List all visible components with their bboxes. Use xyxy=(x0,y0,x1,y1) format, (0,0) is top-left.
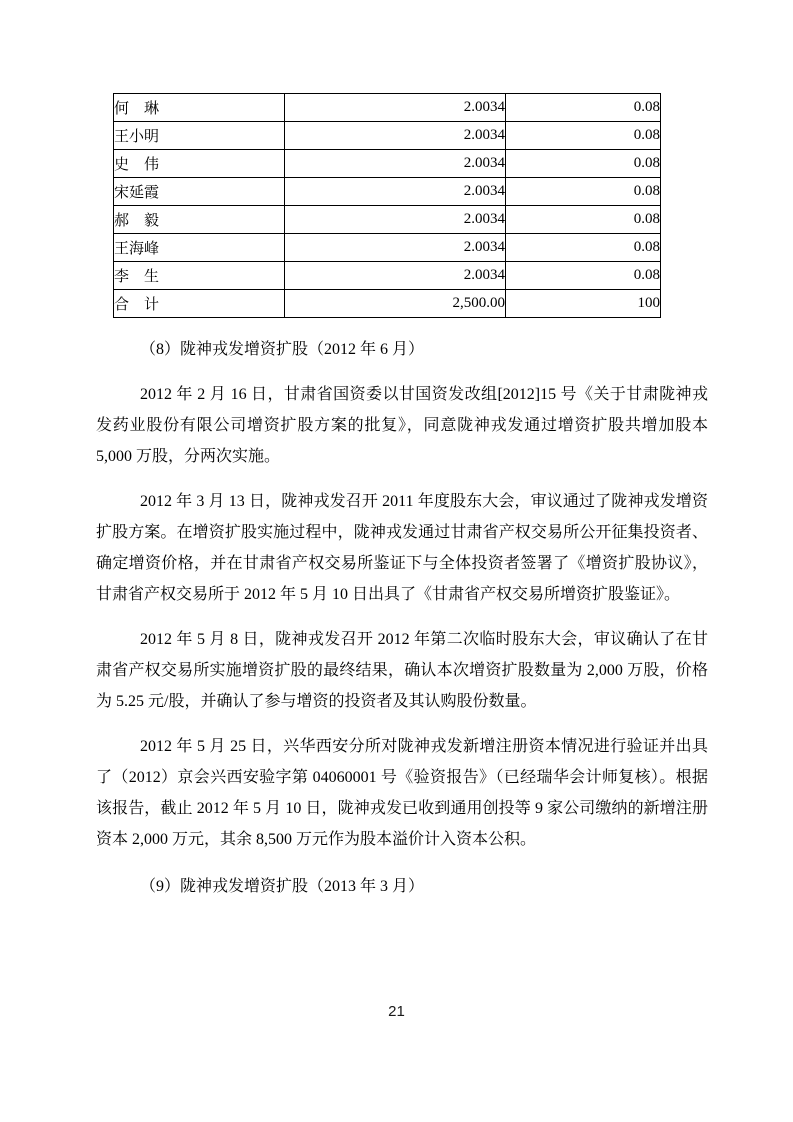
paragraph-interim-meeting: 2012 年 5 月 8 日，陇神戎发召开 2012 年第二次临时股东大会，审议确认了在甘肃省产权交易所实施增资扩股的最终结果，确认本次增资扩股数量为 2,000 万股，价格为 5.25 元/股，并确认了参与增资的投资者及其认购股份数量。 xyxy=(96,631,708,710)
cell-percent: 0.08 xyxy=(506,234,661,262)
cell-amount: 2.0034 xyxy=(285,206,506,234)
cell-shareholder-name: 李 生 xyxy=(114,262,285,290)
page-number: 21 xyxy=(388,1003,405,1020)
paragraph-approval: 2012 年 2 月 16 日，甘肃省国资委以甘国资发改组[2012]15 号《关于甘肃陇神戎发药业股份有限公司增资扩股方案的批复》，同意陇神戎发通过增资扩股共增加股本 5,000 万股，分两次实施。 xyxy=(96,386,708,465)
cell-shareholder-name: 宋延霞 xyxy=(114,178,285,206)
table-row xyxy=(114,234,661,262)
cell-amount: 2.0034 xyxy=(285,122,506,150)
cell-total-amount: 2,500.00 xyxy=(285,290,506,318)
table-row xyxy=(114,206,661,234)
table-row-total xyxy=(114,290,661,318)
cell-percent: 0.08 xyxy=(506,150,661,178)
cell-amount: 2.0034 xyxy=(285,262,506,290)
paragraph-shareholder-meeting: 2012 年 3 月 13 日，陇神戎发召开 2011 年度股东大会，审议通过了陇神戎发增资扩股方案。在增资扩股实施过程中，陇神戎发通过甘肃省产权交易所公开征集投资者、确定增资价格，并在甘肃省产权交易所鉴证下与全体投资者签署了《增资扩股协议》，甘肃省产权交易所于 2012 年 5 月 10 日出具了《甘肃省产权交易所增资扩股鉴证》。 xyxy=(96,493,708,603)
cell-percent: 0.08 xyxy=(506,94,661,122)
cell-shareholder-name: 史 伟 xyxy=(114,150,285,178)
shareholder-table xyxy=(113,93,661,318)
cell-shareholder-name: 何 琳 xyxy=(114,94,285,122)
table-row xyxy=(114,262,661,290)
section-heading-8: （8）陇神戎发增资扩股（2012 年 6 月） xyxy=(140,341,425,358)
cell-total-percent: 100 xyxy=(506,290,661,318)
section-heading-9: （9）陇神戎发增资扩股（2013 年 3 月） xyxy=(140,878,425,895)
table-row xyxy=(114,94,661,122)
table-row xyxy=(114,178,661,206)
cell-percent: 0.08 xyxy=(506,178,661,206)
cell-amount: 2.0034 xyxy=(285,178,506,206)
cell-total-label: 合 计 xyxy=(114,290,285,318)
cell-amount: 2.0034 xyxy=(285,234,506,262)
cell-shareholder-name: 王小明 xyxy=(114,122,285,150)
cell-shareholder-name: 王海峰 xyxy=(114,234,285,262)
table-row xyxy=(114,122,661,150)
paragraph-capital-verification: 2012 年 5 月 25 日，兴华西安分所对陇神戎发新增注册资本情况进行验证并出具了（2012）京会兴西安验字第 04060001 号《验资报告》（已经瑞华会计师复核）。根据该报告，截止 2012 年 5 月 10 日，陇神戎发已收到通用创投等 9 家公司缴纳的新增注册资本 2,000 万元，其余 8,500 万元作为股本溢价计入资本公积。 xyxy=(96,738,708,848)
cell-percent: 0.08 xyxy=(506,206,661,234)
cell-shareholder-name: 郝 毅 xyxy=(114,206,285,234)
table-row xyxy=(114,150,661,178)
cell-percent: 0.08 xyxy=(506,122,661,150)
cell-percent: 0.08 xyxy=(506,262,661,290)
cell-amount: 2.0034 xyxy=(285,150,506,178)
cell-amount: 2.0034 xyxy=(285,94,506,122)
